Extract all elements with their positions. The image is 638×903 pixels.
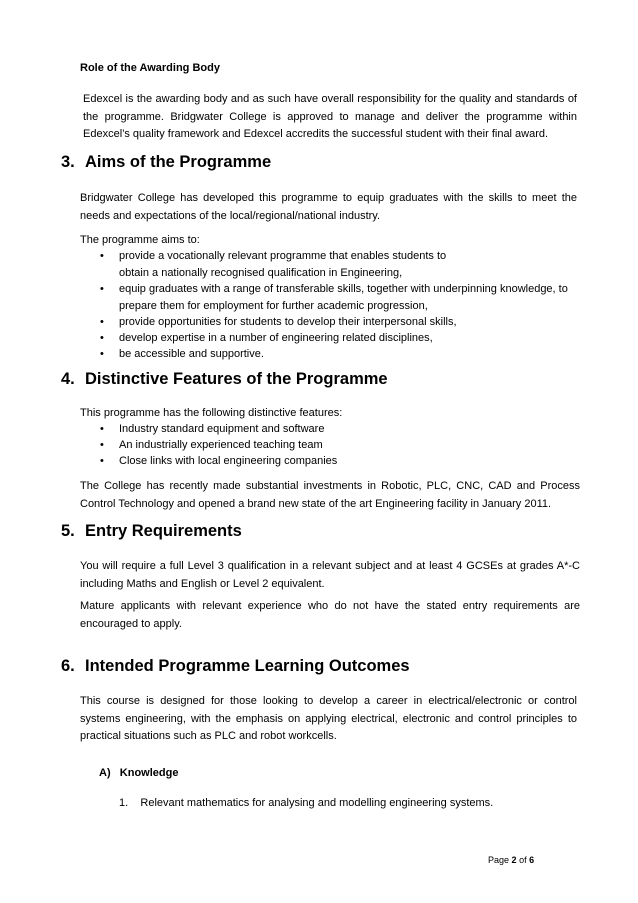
section-5-paragraph-1: You will require a full Level 3 qualification in a relevant subject and at least 4 GCSEs at grades A*-C including Maths and English or Level 2 equivalent. — [80, 560, 580, 590]
bullet-icon: • — [100, 316, 104, 328]
section-3-intro: The programme aims to: — [80, 234, 200, 246]
section-5-number: 5. — [61, 522, 75, 540]
section-5-heading — [61, 521, 242, 541]
total-pages: 6 — [529, 855, 535, 865]
section-4-number: 4. — [61, 370, 75, 388]
item-text: Relevant mathematics for analysing and modelling engineering systems. — [140, 797, 494, 809]
section-3-heading — [61, 152, 271, 172]
bullet-icon: • — [100, 423, 104, 435]
bullet-icon: • — [100, 348, 104, 360]
bullet-icon: • — [100, 250, 104, 262]
section-4-paragraph: The College has recently made substantial investments in Robotic, PLC, CNC, CAD and Process Control Technology and opened a brand new state of the art Engineering facility in January 2011. — [80, 480, 580, 510]
section-4-intro: This programme has the following distinctive features: — [80, 407, 343, 419]
bullet-icon: • — [100, 439, 104, 451]
section-6-heading — [61, 656, 410, 676]
section-3-paragraph: Bridgwater College has developed this programme to equip graduates with the skills to meet the needs and expectations of the local/regional/national industry. — [80, 192, 577, 222]
section-4-heading — [61, 369, 388, 389]
knowledge-label: A) — [99, 767, 111, 779]
section-5-paragraph-2: Mature applicants with relevant experience who do not have the stated entry requirements are encouraged to apply. — [80, 600, 580, 630]
section-6-paragraph: This course is designed for those looking to develop a career in electrical/electronic or control systems engineering, with the emphasis on applying electrical, electronic and control principles to practical situations such as PLC and robot workcells. — [80, 695, 577, 742]
bullet-icon: • — [100, 283, 104, 295]
item-number: 1. — [119, 797, 129, 809]
list-item — [119, 795, 493, 812]
awarding-heading: Role of the Awarding Body — [80, 62, 220, 74]
knowledge-subheading — [99, 765, 178, 782]
bullet-icon: • — [100, 332, 104, 344]
page-footer: Page 2 of 6 — [488, 855, 535, 865]
section-5-title: Entry Requirements — [85, 522, 242, 540]
document-page: Role of the Awarding Body Edexcel is the awarding body and as such have overall responsibility for the quality and standards of the programme. Bridgwater College is approved to manage and deliver the programme within Edexcel’s quality framework and Edexcel accredits the successful student with their final award. 3. Aims of the Programme Bridgwater College has developed this programme to equip graduates with the skills to meet the needs and expectations of the local/regional/national industry. The programme aims to: • provide a vocationally relevant programme that enables students to obtain a nationally recognised qualification in Engineering, • equip graduates with a range of transferable skills, together with underpinning knowledge, to prepare them for employment for further academic progression, • provide opportunities for students to develop their interpersonal skills, • develop expertise in a number of engineering related disciplines, • be accessible and supportive. 4. Distinctive Features of the Programme This programme has the following distinctive features: • Industry standard equipment and software • An industrially experienced teaching team • Close links with local engineering companies The College has recently made substantial investments in Robotic, PLC, CNC, CAD and Process Control Technology and opened a brand new state of the art Engineering facility in January 2011. 5. Entry Requirements You will require a full Level 3 qualification in a relevant subject and at least 4 GCSEs at grades A*-C including Maths and English or Level 2 equivalent. Mature applicants with relevant experience who do not have the stated entry requirements are encouraged to apply. 6. Intended Programme Learning Outcomes This course is designed for those looking to develop a career in electrical/electronic or control systems engineering, with the emphasis on applying electrical, electronic and control principles to practical situations such as PLC and robot workcells. A) Knowledge 1. Relevant mathematics for analysing and modelling engineering systems. Page 2 of 6 — [61, 62, 580, 865]
section-4-title: Distinctive Features of the Programme — [85, 370, 388, 388]
current-page: 2 — [511, 855, 517, 865]
awarding-paragraph: Edexcel is the awarding body and as such have overall responsibility for the quality and standards of the programme. Bridgwater College is approved to manage and deliver the programme within Edexcel’s quality framework and Edexcel accredits the successful student with their final award. — [83, 93, 577, 140]
section-3-number: 3. — [61, 153, 75, 171]
section-6-number: 6. — [61, 657, 75, 675]
section-3-title: Aims of the Programme — [85, 153, 272, 171]
bullet-icon: • — [100, 455, 104, 467]
knowledge-title: Knowledge — [119, 767, 179, 779]
section-6-title: Intended Programme Learning Outcomes — [85, 657, 410, 675]
